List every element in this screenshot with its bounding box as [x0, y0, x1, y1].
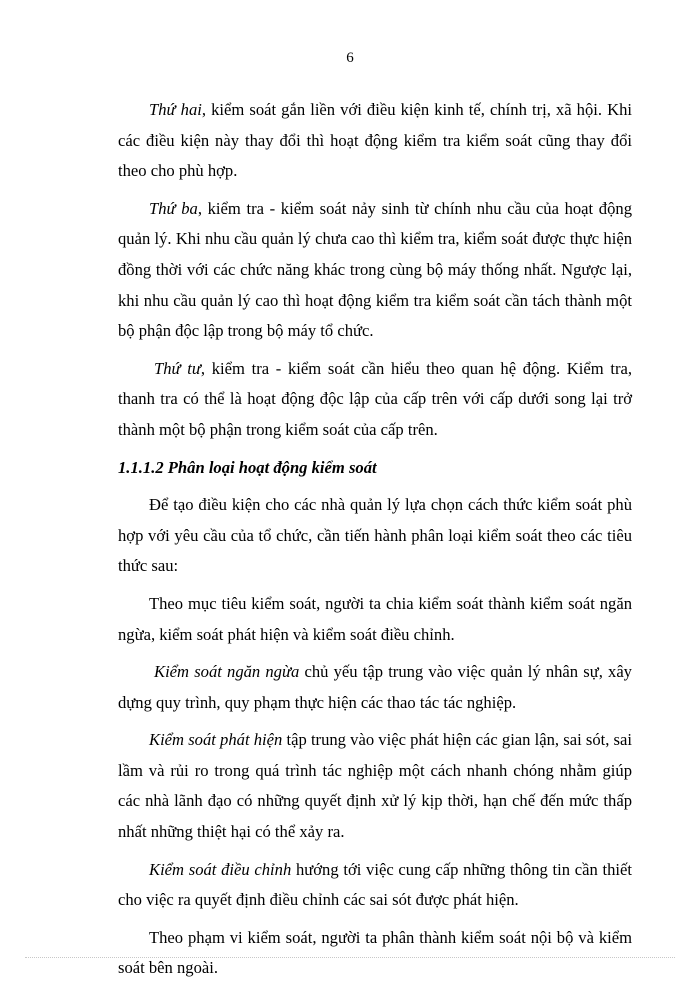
- paragraph-lead: Thứ hai: [149, 100, 202, 119]
- paragraph-preventive-control: [118, 657, 632, 718]
- paragraph-text: , kiểm tra - kiểm soát cần hiểu theo quan hệ động. Kiểm tra, thanh tra có thể là hoạt động độc lập của cấp trên với cấp dưới song lại trở thành một bộ phận trong kiểm soát của cấp trên.: [118, 358, 632, 439]
- paragraph-text: , kiểm soát gắn liền với điều kiện kinh tế, chính trị, xã hội. Khi các điều kiện này thay đổi thì hoạt động kiểm tra kiểm soát cũng thay đổi theo cho phù hợp.: [118, 100, 633, 181]
- paragraph-text: , kiểm tra - kiểm soát nảy sinh từ chính nhu cầu của hoạt động quản lý. Khi nhu cầu quản lý chưa cao thì kiểm tra, kiểm soát được thực hiện đồng thời với các chức năng khác trong cùng bộ máy thống nhất. Ngược lại, khi nhu cầu quản lý cao thì hoạt động kiểm tra kiểm soát cần tách thành một bộ phận độc lập trong bộ máy tổ chức.: [118, 198, 632, 341]
- paragraph-intro-classification: [118, 490, 632, 582]
- paragraph-lead: Thứ ba: [149, 198, 198, 218]
- section-heading: 1.1.1.2 Phân loại hoạt động kiểm soát: [118, 457, 377, 477]
- paragraph-corrective-control: [118, 855, 632, 916]
- paragraph-lead: Kiểm soát phát hiện: [149, 730, 283, 750]
- paragraph-by-objective: [118, 589, 632, 650]
- paragraph-lead: Kiểm soát ngăn ngừa: [154, 662, 300, 682]
- document-body: [118, 95, 632, 991]
- paragraph-by-scope: [118, 923, 632, 984]
- paragraph-text: chủ yếu tập trung vào việc quản lý nhân sự, xây dựng quy trình, quy phạm thực hiện các thao tác tác nghiệp.: [118, 662, 632, 712]
- paragraph-thu-ba: [118, 194, 632, 347]
- paragraph-thu-hai: [118, 95, 632, 187]
- paragraph-text: Theo mục tiêu kiểm soát, người ta chia kiểm soát thành kiểm soát ngăn ngừa, kiểm soát phát hiện và kiểm soát điều chỉnh.: [118, 593, 632, 644]
- paragraph-text: tập trung vào việc phát hiện các gian lận, sai sót, sai lầm và rủi ro trong quá trình tác nghiệp một cách nhanh chóng nhằm giúp các nhà lãnh đạo có những quyết định xử lý kịp thời, hạn chế đến mức thấp nhất những thiệt hại có thể xảy ra.: [118, 730, 632, 842]
- page-number: 6: [346, 50, 354, 66]
- paragraph-lead: Thứ tư: [154, 358, 201, 378]
- paragraph-lead: Kiểm soát điều chỉnh: [149, 859, 292, 879]
- paragraph-text: Để tạo điều kiện cho các nhà quản lý lựa chọn cách thức kiểm soát phù hợp với yêu cầu của tổ chức, cần tiến hành phân loại kiểm soát theo các tiêu thức sau:: [118, 495, 632, 576]
- paragraph-text: hướng tới việc cung cấp những thông tin cần thiết cho việc ra quyết định điều chỉnh các sai sót được phát hiện.: [118, 859, 632, 910]
- paragraph-text: Theo phạm vi kiểm soát, người ta phân thành kiểm soát nội bộ và kiểm soát bên ngoài.: [118, 927, 632, 978]
- page-bottom-rule: [25, 957, 675, 958]
- paragraph-detective-control: [118, 725, 632, 847]
- paragraph-thu-tu: [118, 354, 632, 446]
